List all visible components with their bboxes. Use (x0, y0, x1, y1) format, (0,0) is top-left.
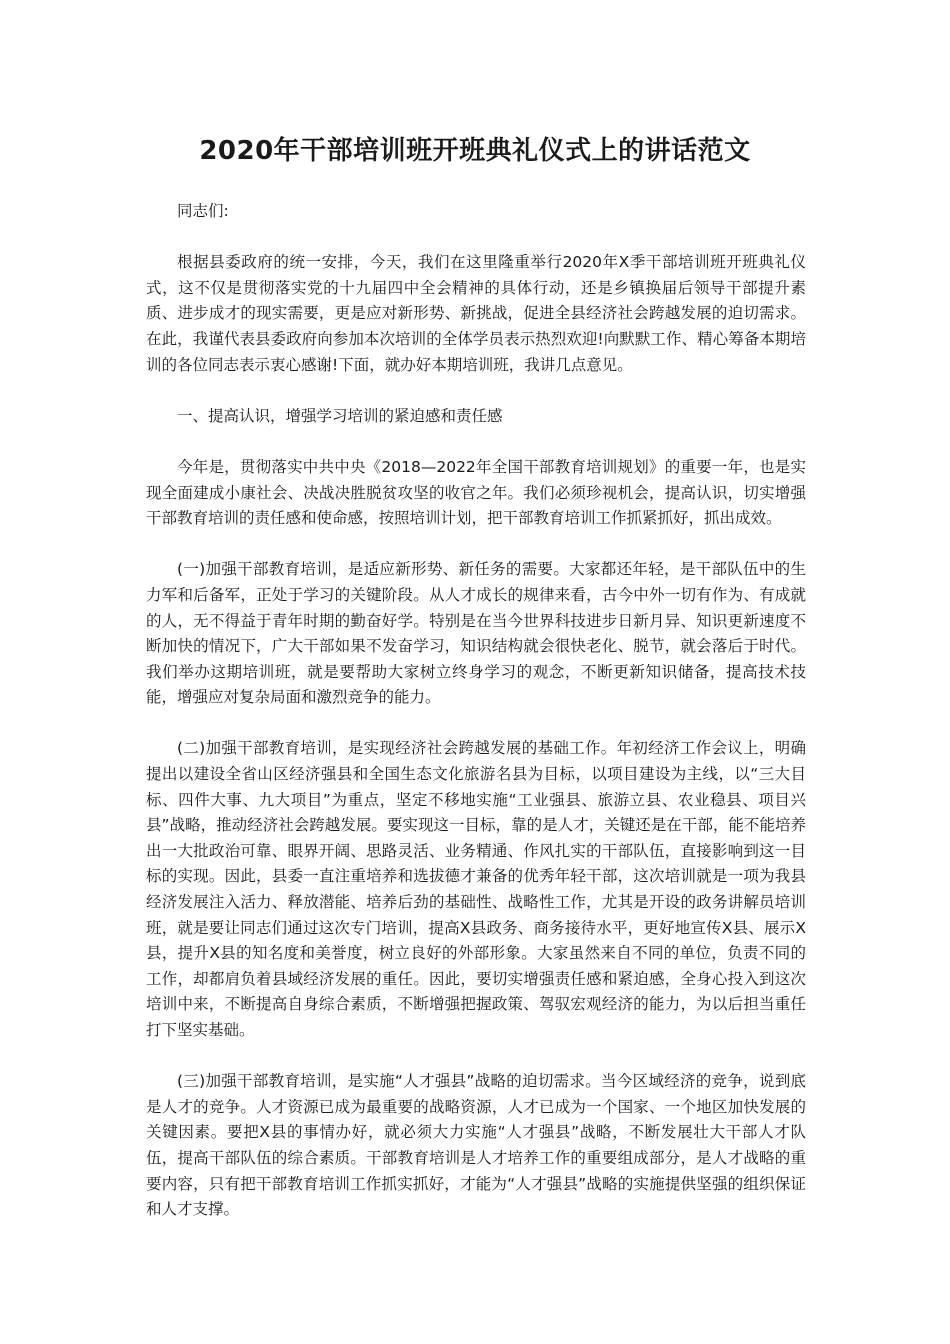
paragraph-intro: 根据县委政府的统一安排，今天，我们在这里隆重举行2020年X季干部培训班开班典礼仪式，这不仅是贯彻落实党的十九届四中全会精神的具体行动，还是乡镇换届后领导干部提升素质、进步成才的现实需要，更是应对新形势、新挑战，促进全县经济社会跨越发展的迫切需求。在此，我谨代表县委政府向参加本次培训的全体学员表示热烈欢迎!向默默工作、精心筹备本期培训的各位同志表示衷心感谢!下面，就办好本期培训班，我讲几点意见。 (146, 253, 806, 374)
paragraph-point-2: (二)加强干部教育培训，是实现经济社会跨越发展的基础工作。年初经济工作会议上，明确提出以建设全省山区经济强县和全国生态文化旅游名县为目标，以项目建设为主线，以“三大目标、四件大事、九大项目”为重点，坚定不移地实施“工业强县、旅游立县、农业稳县、项目兴县”战略，推动经济社会跨越发展。要实现这一目标，靠的是人才，关键还是在干部，能不能培养出一大批政治可靠、眼界开阔、思路灵活、业务精通、作风扎实的干部队伍，直接影响到这一目标的实现。因此，县委一直注重培养和选拔德才兼备的优秀年轻干部，这次培训就是一项为我县经济发展注入活力、释放潜能、培养后劲的基础性、战略性工作，尤其是开设的政务讲解员培训班，就是要让同志们通过这次专门培训，提高X县政务、商务接待水平，更好地宣传X县、展示X县，提升X县的知名度和美誉度，树立良好的外部形象。大家虽然来自不同的单位，负责不同的工作，却都肩负着县域经济发展的重任。因此，要切实增强责任感和紧迫感，全身心投入到这次培训中来，不断提高自身综合素质，不断增强把握政策、驾驭宏观经济的能力，为以后担当重任打下坚实基础。 (146, 739, 806, 1039)
paragraph-section-1: 今年是，贯彻落实中共中央《2018—2022年全国干部教育培训规划》的重要一年，也是实现全面建成小康社会、决战决胜脱贫攻坚的收官之年。我们必须珍视机会，提高认识，切实增强干部教育培训的责任感和使命感，按照培训计划，把干部教育培训工作抓紧抓好，抓出成效。 (146, 457, 806, 528)
document-title: 2020年干部培训班开班典礼仪式上的讲话范文 (199, 136, 751, 166)
document-body (146, 199, 806, 1248)
paragraph-point-1: (一)加强干部教育培训，是适应新形势、新任务的需要。大家都还年轻，是干部队伍中的生力军和后备军，正处于学习的关键阶段。从人才成长的规律来看，古今中外一切有作为、有成就的人，无不得益于青年时期的勤奋好学。特别是在当今世界科技进步日新月异、知识更新速度不断加快的情况下，广大干部如果不发奋学习，知识结构就会很快老化、脱节，就会落后于时代。我们举办这期培训班，就是要帮助大家树立终身学习的观念，不断更新知识储备，提高技术技能，增强应对复杂局面和激烈竞争的能力。 (146, 560, 806, 707)
section-heading-1: 一、提高认识，增强学习培训的紧迫感和责任感 (177, 406, 503, 425)
salutation: 同志们: (177, 202, 229, 220)
paragraph-point-3: (三)加强干部教育培训，是实施“人才强县”战略的迫切需求。当今区域经济的竞争，说到底是人才的竞争。人才资源已成为最重要的战略资源，人才已成为一个国家、一个地区加快发展的关键因素。要把X县的事情办好，就必须大力实施“人才强县”战略，不断发展壮大干部人才队伍，提高干部队伍的综合素质。干部教育培训是人才培养工作的重要组成部分，是人才战略的重要内容，只有把干部教育培训工作抓实抓好，才能为“人才强县”战略的实施提供坚强的组织保证和人才支撑。 (146, 1072, 806, 1219)
